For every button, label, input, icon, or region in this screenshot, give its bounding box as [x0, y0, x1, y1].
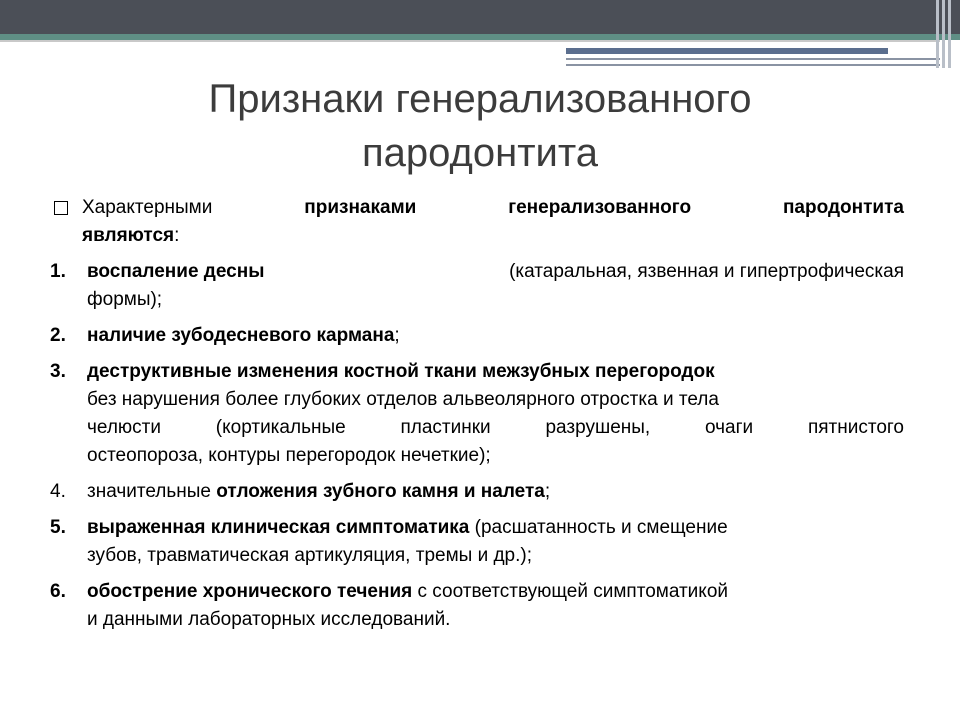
accent-line	[566, 58, 940, 60]
lead-paragraph	[50, 194, 904, 250]
item-bold-text: деструктивные изменения костной ткани межзубных перегородок	[87, 361, 715, 382]
lead-word: Характерными	[82, 197, 213, 218]
item-number: 2.	[50, 325, 66, 346]
item-text: с соответствующей симптоматикой	[412, 581, 729, 602]
item-bold-text: обострение хронического течения	[87, 581, 413, 602]
item-number: 5.	[50, 517, 66, 538]
lead-bold-word: являются	[82, 225, 175, 246]
item-text: и данными лабораторных исследований.	[87, 609, 451, 630]
list-item	[50, 322, 904, 350]
stripe	[936, 0, 939, 68]
item-number: 1.	[50, 261, 66, 282]
top-bar	[0, 0, 960, 34]
checkbox-bullet-icon	[54, 201, 68, 215]
lead-bold-word: генерализованного	[508, 197, 692, 218]
item-bold-text: наличие зубодесневого кармана	[87, 325, 395, 346]
slide-body	[50, 194, 904, 642]
lead-colon: :	[174, 225, 180, 246]
title-line: пародонтита	[362, 131, 598, 175]
corner-stripes	[936, 0, 954, 68]
item-bold-text: отложения зубного камня и налета	[216, 481, 545, 502]
item-text: значительные	[87, 481, 217, 502]
lead-bold-word: пародонтита	[782, 197, 904, 218]
stripe	[948, 0, 951, 68]
item-text: (катаральная, язвенная и гипертрофическая	[509, 261, 904, 282]
item-text: челюсти (кортикальные пластинки разрушены, очаги пятнистого	[87, 417, 904, 438]
list-item	[50, 578, 904, 634]
item-bold-text: выраженная клиническая симптоматика	[87, 517, 470, 538]
item-number: 3.	[50, 361, 66, 382]
item-bold-text: воспаление десны	[87, 261, 265, 282]
accent-bar	[566, 48, 888, 54]
signs-list	[50, 258, 904, 634]
lead-text	[82, 194, 904, 250]
item-text: ;	[394, 325, 400, 346]
title-line: Признаки генерализованного	[208, 77, 752, 121]
item-number: 6.	[50, 581, 66, 602]
accent-line	[0, 40, 940, 42]
item-text: формы);	[87, 289, 163, 310]
slide-title	[60, 72, 900, 180]
lead-bold-word: признаками	[304, 197, 417, 218]
item-text: зубов, травматическая артикуляция, тремы и др.);	[87, 545, 533, 566]
accent-line	[566, 64, 940, 66]
list-item	[50, 478, 904, 506]
list-item	[50, 258, 904, 314]
list-item	[50, 358, 904, 470]
item-text: остеопороза, контуры перегородок нечеткие);	[87, 445, 491, 466]
item-text: без нарушения более глубоких отделов альвеолярного отростка и тела	[87, 389, 719, 410]
item-number: 4.	[50, 481, 66, 502]
item-text: ;	[544, 481, 551, 502]
stripe	[942, 0, 945, 68]
item-text: (расшатанность и смещение	[469, 517, 728, 538]
list-item	[50, 514, 904, 570]
